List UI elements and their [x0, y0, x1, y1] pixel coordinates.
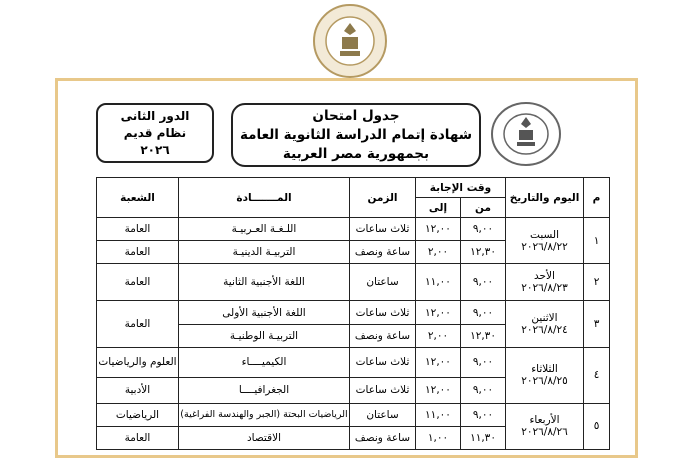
- subject: التربيـة الوطنيـة: [179, 324, 350, 347]
- title-line-3: بجمهورية مصر العربية: [282, 146, 430, 162]
- time-from: ٩,٠٠: [461, 403, 506, 426]
- branch: العلوم والرياضيات: [97, 347, 179, 377]
- time-to: ١,٠٠: [416, 426, 461, 449]
- day-name: الثلاثاء: [531, 363, 558, 376]
- session-year: ٢٠٢٦: [140, 143, 170, 157]
- branch: العامة: [97, 218, 179, 241]
- duration: ثلاث ساعات: [350, 347, 416, 377]
- day-name: الأحد: [534, 270, 555, 283]
- header-answer-time: وقت الإجابة: [416, 178, 506, 198]
- time-to: ٢,٠٠: [416, 324, 461, 347]
- duration: ساعة ونصف: [350, 426, 416, 449]
- day-num: ٣: [584, 301, 610, 347]
- duration: ساعة ونصف: [350, 324, 416, 347]
- time-to: ١٢,٠٠: [416, 301, 461, 324]
- title-line-2: شهادة إتمام الدراسة الثانوية العامة: [239, 127, 473, 143]
- day-date-cell: [506, 264, 584, 301]
- day-name: السبت: [530, 228, 559, 241]
- exam-date: ٢٠٢٦/٨/٢٢: [521, 240, 568, 253]
- time-to: ٢,٠٠: [416, 241, 461, 264]
- exam-schedule-table: [96, 177, 610, 450]
- header-from: من: [461, 198, 506, 218]
- branch: العامة: [97, 241, 179, 264]
- exam-date: ٢٠٢٦/٨/٢٣: [521, 282, 568, 295]
- exam-date: ٢٠٢٦/٨/٢٥: [521, 375, 568, 388]
- exam-date: ٢٠٢٦/٨/٢٤: [521, 324, 568, 337]
- session-round: الدور الثانى: [120, 109, 190, 123]
- session-system: نظام قديم: [123, 126, 187, 140]
- subject: اللغة الأجنبية الأولى: [179, 301, 350, 324]
- time-from: ٩,٠٠: [461, 218, 506, 241]
- subject: الاقتصاد: [179, 426, 350, 449]
- duration: ثلاث ساعات: [350, 218, 416, 241]
- day-num: ٥: [584, 403, 610, 449]
- day-num: ١: [584, 218, 610, 264]
- time-to: ١٢,٠٠: [416, 378, 461, 404]
- time-from: ٩,٠٠: [461, 378, 506, 404]
- duration: ثلاث ساعات: [350, 378, 416, 404]
- branch: الأدبية: [97, 378, 179, 404]
- subject: الجغرافيــــا: [179, 378, 350, 404]
- duration: ساعتان: [350, 403, 416, 426]
- day-date-cell: [506, 403, 584, 449]
- ministry-seal-logo: [312, 3, 388, 79]
- time-to: ١١,٠٠: [416, 403, 461, 426]
- header-duration: الزمن: [350, 178, 416, 218]
- day-num: ٤: [584, 347, 610, 403]
- time-from: ٩,٠٠: [461, 347, 506, 377]
- header-subject: المـــــــادة: [179, 178, 350, 218]
- exam-date: ٢٠٢٦/٨/٢٦: [521, 426, 568, 439]
- day-num: ٢: [584, 264, 610, 301]
- subject: التربيـة الدينيـة: [179, 241, 350, 264]
- duration: ساعة ونصف: [350, 241, 416, 264]
- session-box: [96, 103, 214, 163]
- subject: اللغة الأجنبية الثانية: [179, 264, 350, 301]
- subject: الرياضيات البحتة (الجبر والهندسة الفراغية): [179, 403, 350, 426]
- duration: ساعتان: [350, 264, 416, 301]
- subject: اللـغـة العـربيـة: [179, 218, 350, 241]
- day-date-cell: [506, 218, 584, 264]
- ministry-logo: [490, 101, 562, 167]
- branch: العامة: [97, 426, 179, 449]
- header-to: إلى: [416, 198, 461, 218]
- branch: العامة: [97, 301, 179, 347]
- day-name: الأربعاء: [529, 414, 560, 427]
- time-to: ١١,٠٠: [416, 264, 461, 301]
- header-num: م: [584, 178, 610, 218]
- branch: العامة: [97, 264, 179, 301]
- duration: ثلاث ساعات: [350, 301, 416, 324]
- subject: الكيميــــاء: [179, 347, 350, 377]
- day-date-cell: [506, 347, 584, 403]
- branch: الرياضيات: [97, 403, 179, 426]
- title-line-1: جدول امتحان: [312, 108, 400, 124]
- day-name: الاثنين: [531, 312, 558, 325]
- time-to: ١٢,٠٠: [416, 218, 461, 241]
- header-branch: الشعبة: [97, 178, 179, 218]
- day-date-cell: [506, 301, 584, 347]
- time-to: ١٢,٠٠: [416, 347, 461, 377]
- time-from: ٩,٠٠: [461, 264, 506, 301]
- time-from: ١١,٣٠: [461, 426, 506, 449]
- header-day-date: اليوم والتاريخ: [506, 178, 584, 218]
- time-from: ١٢,٣٠: [461, 241, 506, 264]
- title-box: [231, 103, 481, 167]
- time-from: ١٢,٣٠: [461, 324, 506, 347]
- time-from: ٩,٠٠: [461, 301, 506, 324]
